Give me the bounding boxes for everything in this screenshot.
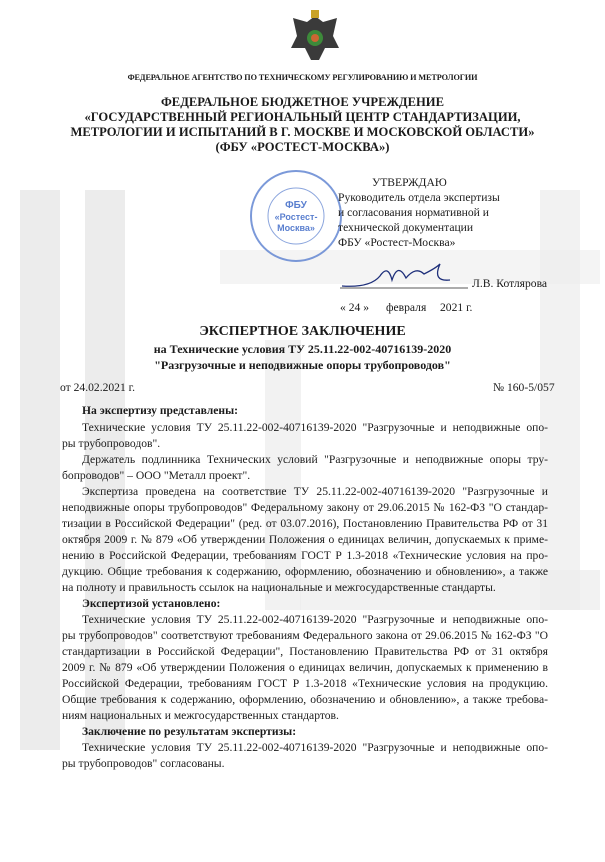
paragraph-line: 2009 г. № 879 «Об утверждении Положения о единицах величин, допускаемых к применению в [62,661,548,674]
paragraph-line: на полноту и правильность ссылок на национальные и межгосударственные стандарты. [62,581,496,594]
paragraph-line: Технические условия ТУ 25.11.22-002-40716139-2020 "Разгрузочные и неподвижные опо- [82,421,548,434]
document-date: от 24.02.2021 г. [60,381,136,394]
section-heading: Заключение по результатам экспертизы: [82,725,297,738]
paragraph-line: Российской Федерации, требованиям ГОСТ Р 1.3-2018 «Технические условия на продукцию. [62,677,548,690]
paragraph-line: октября 2009 г. № 879 «Об утверждении Положения о единицах величин, допускаемых к приме- [62,533,548,546]
approval-line: технической документации [338,221,474,234]
svg-text:ФБУ: ФБУ [285,200,307,211]
svg-text:Москва»: Москва» [277,223,315,233]
paragraph-line: Экспертиза проведена на соответствие ТУ 25.11.22-002-40716139-2020 "Разгрузочные и [82,485,548,498]
paragraph-line: Общие требования к содержанию, оформлению, обозначению и обновлению», а также требова- [62,693,548,706]
document-number: № 160-5/057 [493,381,555,394]
org-line: «ГОСУДАРСТВЕННЫЙ РЕГИОНАЛЬНЫЙ ЦЕНТР СТАНДАРТИЗАЦИИ, [84,110,521,124]
paragraph-line: ниям национальных и межгосударственных стандартов. [62,709,339,722]
document-subtitle: "Разгрузочные и неподвижные опоры трубопроводов" [154,358,451,372]
org-line: ФЕДЕРАЛЬНОЕ БЮДЖЕТНОЕ УЧРЕЖДЕНИЕ [160,95,444,109]
paragraph-line: дукцию. Общие требования к содержанию, оформлению, обозначению и обновлению», а также [62,565,548,578]
document-title: ЭКСПЕРТНОЕ ЗАКЛЮЧЕНИЕ [199,324,406,339]
approval-year: 2021 г. [440,301,473,314]
coat-of-arms-emblem [285,8,345,66]
paragraph-line: стандартизации в Российской Федерации", Постановлению Правительства РФ от 31 октября [62,645,548,658]
paragraph-line: Технические условия ТУ 25.11.22-002-40716139-2020 "Разгрузочные и неподвижные опо- [82,741,548,754]
approval-line: Руководитель отдела экспертизы [338,191,500,204]
section-heading: Экспертизой установлено: [82,597,221,610]
signer-name: Л.В. Котлярова [472,277,548,290]
paragraph-line: ры трубопроводов" согласованы. [62,757,225,770]
paragraph-line: нению в Российской Федерации, требованиям ГОСТ Р 1.3-2018 «Технические условия на про- [62,549,548,562]
paragraph-line: неподвижные опоры трубопроводов" Федеральному закону от 29.06.2015 № 162-ФЗ "О стандар- [62,501,548,514]
watermark-bar [20,190,60,750]
signature [340,258,470,292]
agency-name: ФЕДЕРАЛЬНОЕ АГЕНТСТВО ПО ТЕХНИЧЕСКОМУ РЕГУЛИРОВАНИЮ И МЕТРОЛОГИИ [127,73,478,82]
section-heading: На экспертизу представлены: [82,404,238,417]
approval-line: и согласования нормативной и [338,206,489,219]
official-stamp [248,168,344,264]
paragraph-line: бопроводов" – ООО "Металл проект". [62,469,251,482]
approval-line: ФБУ «Ростест-Москва» [338,236,456,249]
org-line: МЕТРОЛОГИИ И ИСПЫТАНИЙ В Г. МОСКВЕ И МОСКОВСКОЙ ОБЛАСТИ» [70,125,535,139]
paragraph-line: ры трубопроводов". [62,437,161,450]
approval-month: февраля [386,301,427,314]
paragraph-line: ры трубопроводов" соответствуют требованиям Федерального закона от 29.06.2015 № 162-ФЗ "О [62,629,548,642]
paragraph-line: тизации в Российской Федерации" (ред. от 03.07.2016), Постановлению Правительства РФ от 31 [62,517,548,530]
approval-day: « 24 » [340,301,369,314]
paragraph-line: Технические условия ТУ 25.11.22-002-40716139-2020 "Разгрузочные и неподвижные опо- [82,613,548,626]
org-line: (ФБУ «РОСТЕСТ-МОСКВА») [215,140,390,154]
paragraph-line: Держатель подлинника Технических условий "Разгрузочные и неподвижные опоры тру- [82,453,548,466]
svg-text:«Ростест-: «Ростест- [274,212,318,222]
document-subtitle: на Технические условия ТУ 25.11.22-002-40716139-2020 [153,342,452,356]
approval-title: УТВЕРЖДАЮ [372,176,447,189]
